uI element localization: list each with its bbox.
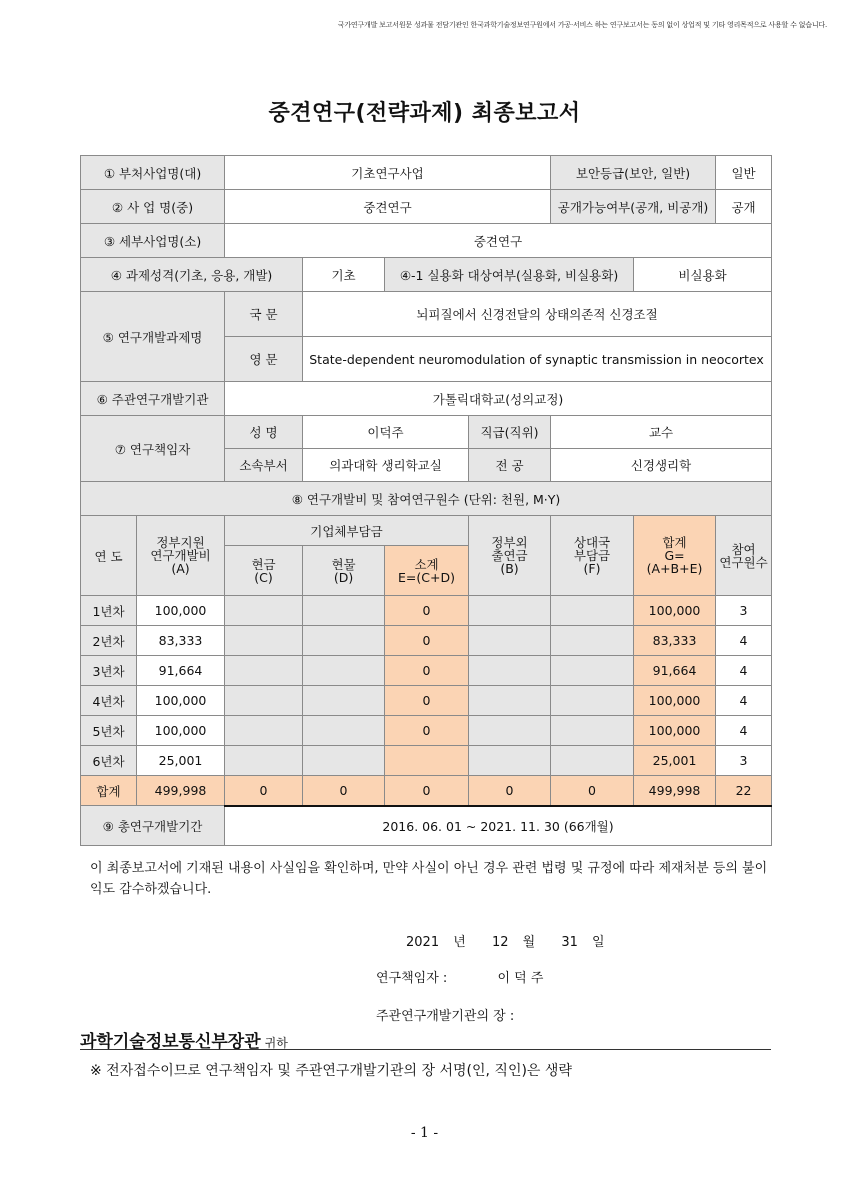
recipient-name: 과학기술정보통신부장관	[80, 1032, 261, 1052]
budget-nongov-header: 정부외 출연금 (B)	[469, 516, 551, 596]
budget-participants-cell: 3	[716, 596, 772, 626]
page-number: - 1 -	[410, 1125, 439, 1141]
date-year: 2021	[406, 935, 440, 950]
row-program-name	[81, 190, 772, 224]
budget-partner-cell	[551, 626, 634, 656]
date-month: 12	[491, 935, 509, 950]
project-title-label: ⑤ 연구개발과제명	[81, 292, 225, 382]
pi-major-value: 신경생리학	[551, 449, 772, 482]
budget-sum-label: 합계	[81, 776, 137, 806]
research-period-value: 2016. 06. 01 ~ 2021. 11. 30 (66개월)	[225, 806, 772, 846]
row-ministry-program	[81, 156, 772, 190]
budget-sum-nongov: 0	[469, 776, 551, 806]
budget-gov-cell: 100,000	[137, 596, 225, 626]
budget-row-4	[81, 686, 772, 716]
budget-row-3	[81, 656, 772, 686]
budget-partner-cell	[551, 716, 634, 746]
disclosure-value: 공개	[716, 190, 772, 224]
budget-total-cell: 100,000	[634, 716, 716, 746]
budget-kind-cell	[303, 626, 385, 656]
budget-kind-cell	[303, 686, 385, 716]
pi-signature-line	[376, 967, 543, 986]
budget-sum-kind: 0	[303, 776, 385, 806]
date-year-unit: 년	[453, 935, 466, 950]
pi-signature-label: 연구책임자 :	[376, 971, 448, 986]
pi-dept-label: 소속부서	[225, 449, 303, 482]
budget-cash-cell	[225, 686, 303, 716]
sub-program-value: 중견연구	[225, 224, 772, 258]
institution-value: 가톨릭대학교(성의교정)	[225, 382, 772, 416]
budget-cash-cell	[225, 746, 303, 776]
row-sub-program	[81, 224, 772, 258]
commercialization-label: ④-1 실용화 대상여부(실용화, 비실용화)	[385, 258, 634, 292]
budget-year-cell: 2년차	[81, 626, 137, 656]
budget-row-6	[81, 746, 772, 776]
date-day: 31	[561, 935, 578, 950]
budget-subtotal-header: 소계 E=(C+D)	[385, 546, 469, 596]
pi-rank-value: 교수	[551, 416, 772, 449]
budget-sum-partner: 0	[551, 776, 634, 806]
budget-heading: ⑧ 연구개발비 및 참여연구원수 (단위: 천원, M·Y)	[81, 482, 772, 516]
budget-cash-cell	[225, 596, 303, 626]
budget-nongov-cell	[469, 626, 551, 656]
pi-signature-name: 이 덕 주	[497, 971, 544, 986]
research-period-label: ⑨ 총연구개발기간	[81, 806, 225, 846]
budget-gov-header: 정부지원 연구개발비 (A)	[137, 516, 225, 596]
row-project-title-kor	[81, 292, 772, 337]
budget-subtotal-cell: 0	[385, 626, 469, 656]
budget-row-5	[81, 716, 772, 746]
budget-partner-cell	[551, 656, 634, 686]
budget-gov-cell: 25,001	[137, 746, 225, 776]
budget-gov-cell: 100,000	[137, 716, 225, 746]
budget-participants-cell: 4	[716, 686, 772, 716]
budget-nongov-cell	[469, 746, 551, 776]
project-title-eng-value: State-dependent neuromodulation of synaptic transmission in neocortex	[303, 337, 772, 382]
budget-total-cell: 91,664	[634, 656, 716, 686]
budget-kind-cell	[303, 716, 385, 746]
budget-partner-cell	[551, 686, 634, 716]
budget-year-cell: 1년차	[81, 596, 137, 626]
budget-cash-cell	[225, 716, 303, 746]
budget-sum-gov: 499,998	[137, 776, 225, 806]
row-pi-name	[81, 416, 772, 449]
pi-name-value: 이덕주	[303, 416, 469, 449]
budget-subtotal-cell: 0	[385, 656, 469, 686]
divider	[80, 1049, 771, 1050]
budget-participants-header: 참여 연구원수	[716, 516, 772, 596]
usage-notice: 국가연구개발 보고서원문 성과물 전담기관인 한국과학기술정보연구원에서 가공·서비스 하는 연구보고서는 동의 없이 상업적 및 기타 영리목적으로 사용할 수 없습니다.	[337, 21, 827, 29]
project-nature-value: 기초	[303, 258, 385, 292]
budget-sum-participants: 22	[716, 776, 772, 806]
budget-year-cell: 4년차	[81, 686, 137, 716]
date-month-unit: 월	[522, 935, 536, 950]
pi-name-label: 성 명	[225, 416, 303, 449]
budget-total-header: 합계 G=(A+B+E)	[634, 516, 716, 596]
budget-row-2	[81, 626, 772, 656]
budget-gov-cell: 83,333	[137, 626, 225, 656]
budget-corp-group-header: 기업체부담금	[225, 516, 469, 546]
budget-kind-cell	[303, 596, 385, 626]
row-project-nature	[81, 258, 772, 292]
budget-cash-header: 현금 (C)	[225, 546, 303, 596]
date-day-unit: 일	[592, 935, 605, 950]
security-level-label: 보안등급(보안, 일반)	[551, 156, 716, 190]
budget-sum-total: 499,998	[634, 776, 716, 806]
program-name-label: ② 사 업 명(중)	[81, 190, 225, 224]
budget-cash-cell	[225, 656, 303, 686]
pi-major-label: 전 공	[469, 449, 551, 482]
budget-partner-header: 상대국 부담금 (F)	[551, 516, 634, 596]
signature-omission-note: ※ 전자접수이므로 연구책임자 및 주관연구개발기관의 장 서명(인, 직인)은 생략	[90, 1063, 572, 1079]
budget-subtotal-cell: 0	[385, 716, 469, 746]
budget-nongov-cell	[469, 596, 551, 626]
budget-year-cell: 6년차	[81, 746, 137, 776]
budget-subtotal-cell: 0	[385, 686, 469, 716]
pi-label: ⑦ 연구책임자	[81, 416, 225, 482]
budget-participants-cell: 4	[716, 656, 772, 686]
budget-nongov-cell	[469, 716, 551, 746]
budget-partner-cell	[551, 596, 634, 626]
budget-kind-cell	[303, 656, 385, 686]
pi-rank-label: 직급(직위)	[469, 416, 551, 449]
budget-subtotal-cell	[385, 746, 469, 776]
confirmation-statement: 이 최종보고서에 기재된 내용이 사실임을 확인하며, 만약 사실이 아닌 경우 관련 법령 및 규정에 따라 제재처분 등의 불이익도 감수하겠습니다.	[90, 861, 768, 897]
budget-partner-cell	[551, 746, 634, 776]
budget-nongov-cell	[469, 656, 551, 686]
budget-year-cell: 3년차	[81, 656, 137, 686]
project-title-kor-label: 국 문	[225, 292, 303, 337]
budget-sum-cash: 0	[225, 776, 303, 806]
commercialization-value: 비실용화	[634, 258, 772, 292]
budget-participants-cell: 4	[716, 716, 772, 746]
budget-kind-cell	[303, 746, 385, 776]
budget-sum-row	[81, 776, 772, 806]
budget-total-cell: 100,000	[634, 686, 716, 716]
row-institution	[81, 382, 772, 416]
submission-date	[406, 931, 605, 950]
report-title: 중견연구(전략과제) 최종보고서	[268, 101, 581, 126]
sub-program-label: ③ 세부사업명(소)	[81, 224, 225, 258]
budget-year-header: 연 도	[81, 516, 137, 596]
ministry-program-value: 기초연구사업	[225, 156, 551, 190]
budget-total-cell: 100,000	[634, 596, 716, 626]
budget-participants-cell: 3	[716, 746, 772, 776]
budget-cash-cell	[225, 626, 303, 656]
row-research-period	[81, 806, 772, 846]
budget-row-1	[81, 596, 772, 626]
budget-subtotal-cell: 0	[385, 596, 469, 626]
budget-sum-subtotal: 0	[385, 776, 469, 806]
budget-total-cell: 83,333	[634, 626, 716, 656]
row-budget-heading	[81, 482, 772, 516]
disclosure-label: 공개가능여부(공개, 비공개)	[551, 190, 716, 224]
project-title-kor-value: 뇌피질에서 신경전달의 상태의존적 신경조절	[303, 292, 772, 337]
security-level-value: 일반	[716, 156, 772, 190]
budget-header-row-1	[81, 516, 772, 546]
budget-year-cell: 5년차	[81, 716, 137, 746]
report-info-table	[80, 155, 772, 846]
budget-gov-cell: 100,000	[137, 686, 225, 716]
budget-total-cell: 25,001	[634, 746, 716, 776]
budget-gov-cell: 91,664	[137, 656, 225, 686]
project-title-eng-label: 영 문	[225, 337, 303, 382]
pi-dept-value: 의과대학 생리학교실	[303, 449, 469, 482]
recipient-suffix: 귀하	[264, 1036, 288, 1050]
program-name-value: 중견연구	[225, 190, 551, 224]
budget-kind-header: 현물 (D)	[303, 546, 385, 596]
ministry-program-label: ① 부처사업명(대)	[81, 156, 225, 190]
budget-nongov-cell	[469, 686, 551, 716]
budget-participants-cell: 4	[716, 626, 772, 656]
institution-label: ⑥ 주관연구개발기관	[81, 382, 225, 416]
project-nature-label: ④ 과제성격(기초, 응용, 개발)	[81, 258, 303, 292]
institution-head-signature-line: 주관연구개발기관의 장 :	[376, 1009, 515, 1024]
